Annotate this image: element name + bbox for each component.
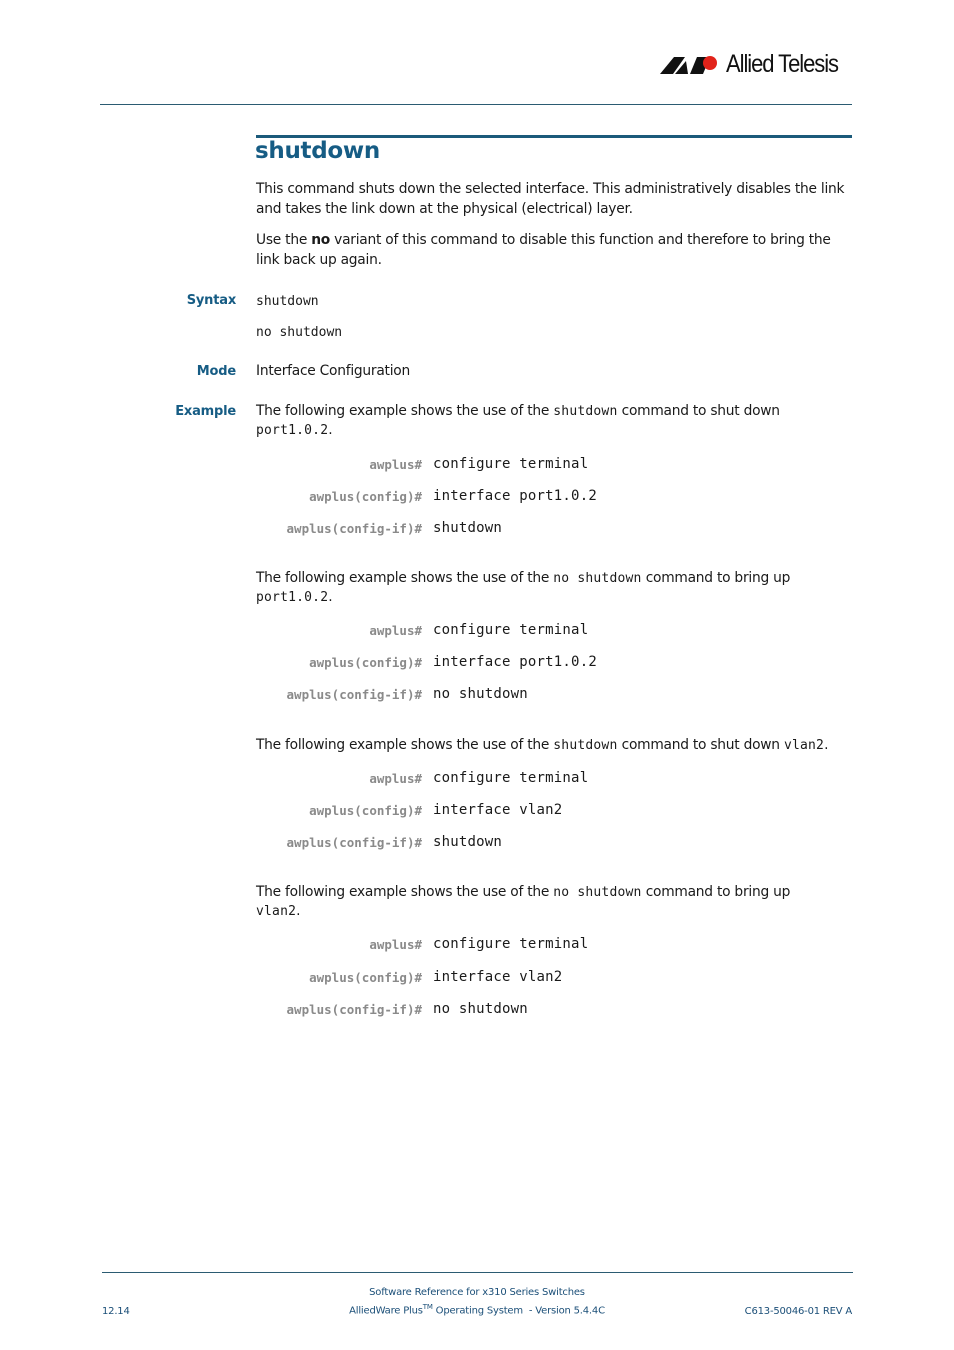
example-3-row-2: awplus(config)# interface vlan2 — [309, 802, 563, 818]
logo-mark-icon — [660, 53, 722, 81]
logo-wordmark: Allied Telesis — [726, 50, 838, 78]
example-1-row-3: awplus(config-if)# shutdown — [286, 520, 503, 536]
intro-paragraph-1: This command shuts down the selected interface. This administratively disables the link and takes the link down at the physical (electrical) layer. — [256, 181, 845, 217]
example-2-row-1: awplus# configure terminal — [369, 622, 589, 638]
page-title: shutdown — [255, 138, 380, 164]
syntax-line-2: no shutdown — [256, 325, 343, 340]
syntax-line-1: shutdown — [256, 294, 319, 309]
footer-doc-id: C613-50046-01 REV A — [744, 1306, 852, 1317]
example-1-row-1: awplus# configure terminal — [369, 456, 589, 472]
mode-value: Interface Configuration — [256, 363, 410, 379]
example-4-row-1: awplus# configure terminal — [369, 936, 589, 952]
no-keyword: no — [311, 232, 331, 248]
example-1-description: The following example shows the use of the shutdown command to shut down port1.0.2. — [256, 403, 780, 438]
example-4-description: The following example shows the use of the no shutdown command to bring up vlan2. — [256, 884, 791, 919]
footer-rule — [102, 1272, 853, 1273]
footer-os-version: AlliedWare Plus™ Operating System - Version 5.4.4C — [349, 1303, 605, 1317]
example-2-row-3: awplus(config-if)# no shutdown — [286, 686, 528, 702]
example-label: Example — [175, 404, 236, 419]
allied-telesis-logo — [660, 50, 856, 82]
example-2-row-2: awplus(config)# interface port1.0.2 — [309, 654, 597, 670]
intro-paragraph-2: Use the no variant of this command to disable this function and therefore to bring the link back up again. — [256, 232, 831, 268]
example-4-row-3: awplus(config-if)# no shutdown — [286, 1001, 528, 1017]
header-rule — [100, 104, 852, 105]
example-4-row-2: awplus(config)# interface vlan2 — [309, 969, 563, 985]
example-1-row-2: awplus(config)# interface port1.0.2 — [309, 488, 597, 504]
footer-page-number: 12.14 — [102, 1306, 130, 1317]
example-3-row-3: awplus(config-if)# shutdown — [286, 834, 503, 850]
footer-doc-title: Software Reference for x310 Series Switches — [369, 1287, 585, 1298]
example-2-description: The following example shows the use of the no shutdown command to bring up port1.0.2. — [256, 570, 791, 605]
example-3-description: The following example shows the use of the shutdown command to shut down vlan2. — [256, 737, 829, 753]
mode-label: Mode — [196, 364, 236, 379]
syntax-label: Syntax — [186, 293, 236, 308]
example-3-row-1: awplus# configure terminal — [369, 770, 589, 786]
